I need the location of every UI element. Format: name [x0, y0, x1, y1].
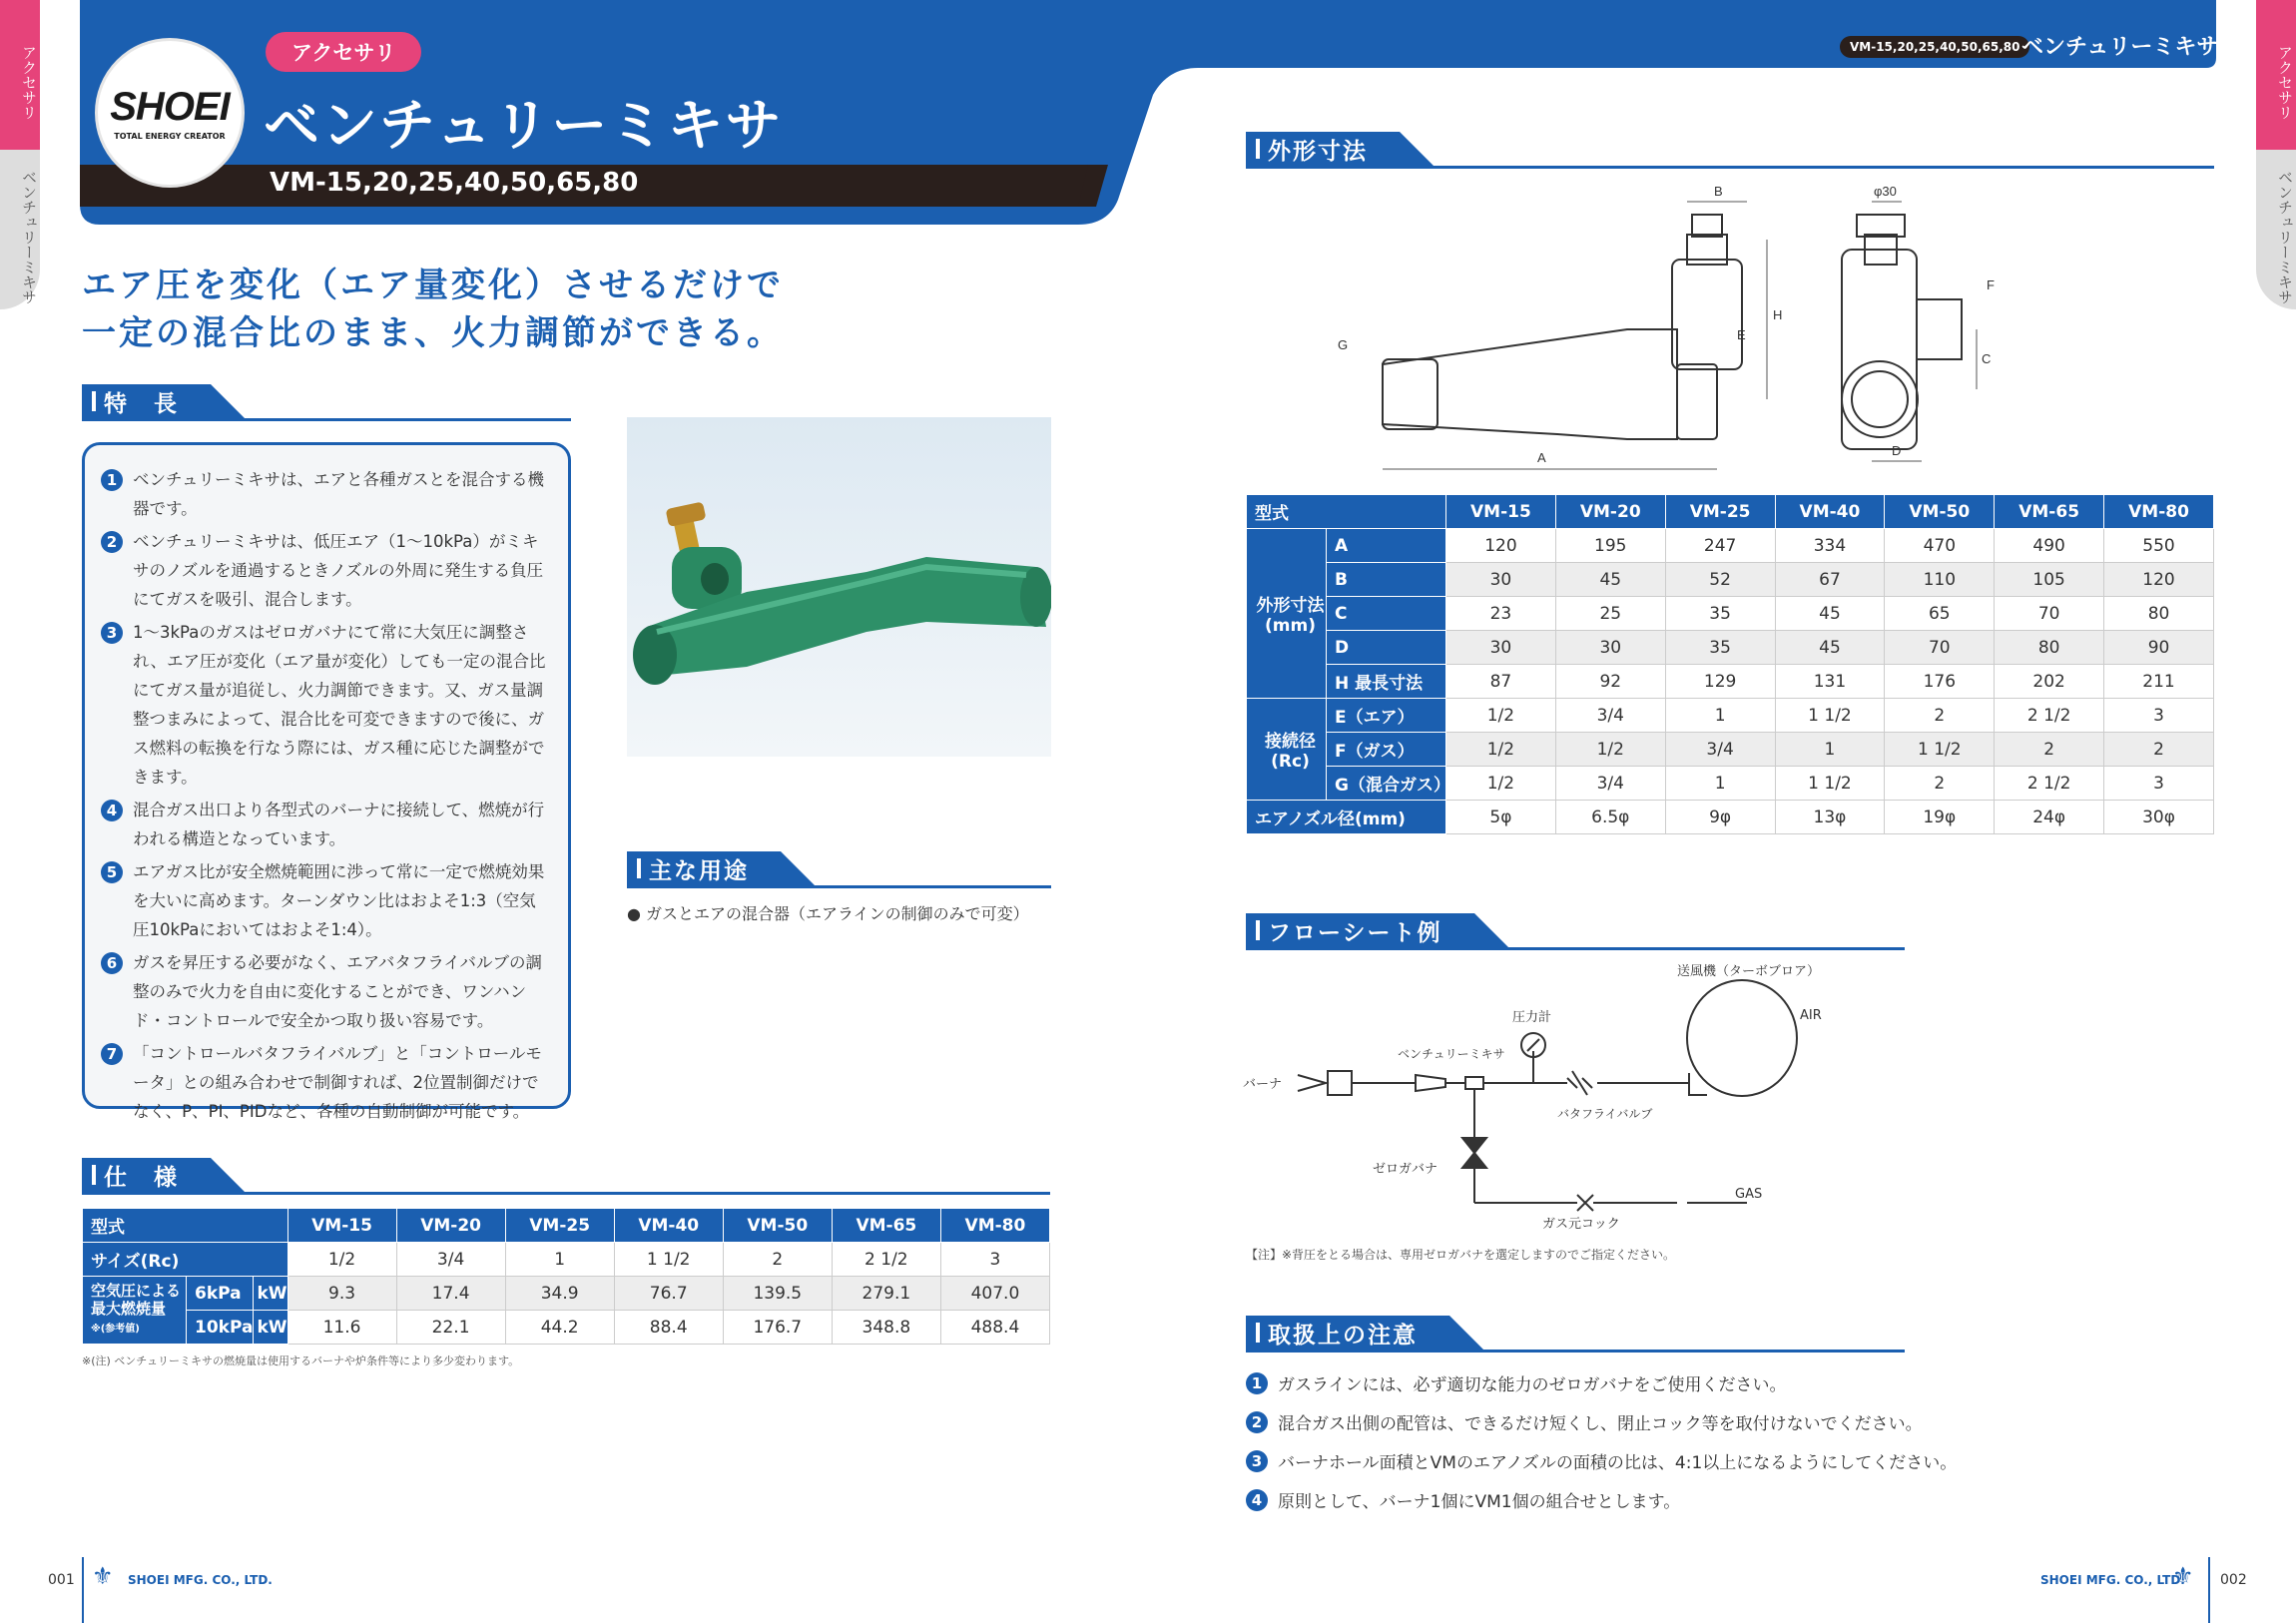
company-logo — [95, 38, 245, 188]
tagline — [82, 262, 784, 357]
feature-item — [101, 1039, 552, 1126]
spec-table: 型式 VM-15 VM-20 VM-25 VM-40 VM-50 VM-65 VM-80 サイズ(Rc) 1/2 3/4 1 1 1/2 2 2 1/2 3 空気圧による最大燃焼量 ※(参考値) 6kPa kW 9.3 17.4 34.9 76.7 139.5 279.1 407.0 10kPa kW 11.6 22.1 44.2 88.4 176.7 348.8 488.4 — [82, 1208, 1050, 1345]
tagline-line2: 一定の混合比のまま、火力調節ができる。 — [82, 313, 784, 353]
caution-text: 原則として、バーナ1個にVM1個の組合せとします。 — [1278, 1492, 1681, 1512]
right-model-badge: VM-15,20,25,40,50,65,80 — [1840, 36, 2029, 58]
dims-row: B 30 45 52 67 110 105 120 — [1247, 563, 2214, 597]
feature-text: ベンチュリーミキサは、エアと各種ガスとを混合する機器です。 — [133, 470, 545, 518]
side-tab-right-category: アクセサリ — [2256, 0, 2296, 150]
dims-row: H 最長寸法 87 92 129 131 176 202 211 — [1247, 665, 2214, 699]
dim-label-h: H — [1773, 307, 1783, 322]
dim-label-d: D — [1892, 443, 1902, 458]
dims-row: C 23 25 35 45 65 70 80 — [1247, 597, 2214, 631]
caution-text: バーナホール面積とVMのエアノズルの面積の比は、4:1以上になるようにしてください。 — [1278, 1453, 1958, 1473]
dim-label-c: C — [1982, 351, 1992, 366]
uses-heading: 主な用途 — [627, 851, 1051, 885]
spec-heading: 仕 様 — [82, 1158, 1050, 1192]
features-heading: 特 長 — [82, 384, 571, 418]
feature-text: ガスを昇圧する必要がなく、エアバタフライバルブの調整のみで火力を自由に変化することができ、ワンハンド・コントロールで安全かつ取り扱い容易です。 — [133, 953, 543, 1030]
caution-number: 1 — [1246, 1372, 1268, 1394]
caution-text: 混合ガス出側の配管は、できるだけ短くし、閉止コック等を取付けないでください。 — [1278, 1414, 1923, 1434]
feature-item — [101, 796, 552, 853]
caution-number: 3 — [1246, 1450, 1268, 1472]
dims-row: G（混合ガス） 1/2 3/4 1 1 1/2 2 2 1/2 3 — [1247, 767, 2214, 801]
venturi-mixer-image — [627, 417, 1051, 757]
dim-label-a: A — [1537, 450, 1546, 465]
footer-rule-left — [82, 1557, 84, 1623]
dims-row: D 30 30 35 45 70 80 90 — [1247, 631, 2214, 665]
flow-sheet-diagram — [1238, 963, 1877, 1233]
caution-item — [1246, 1409, 2044, 1434]
flow-gas-label: GAS — [1735, 1187, 1763, 1202]
flow-mixer-label: ベンチュリーミキサ — [1398, 1047, 1505, 1061]
feature-item — [101, 948, 552, 1035]
footer-page-right: 002 — [2220, 1572, 2247, 1588]
caution-heading: 取扱上の注意 — [1246, 1316, 1905, 1350]
flow-heading: フローシート例 — [1246, 913, 1905, 947]
flow-gauge-label: 圧力計 — [1512, 1010, 1552, 1025]
feature-item — [101, 857, 552, 944]
footer-page-left: 001 — [48, 1572, 75, 1588]
footer-company-left: SHOEI MFG. CO., LTD. — [128, 1573, 273, 1587]
feature-text: 「コントロールバタフライバルブ」と「コントロールモータ」との組み合わせで制御すれば、2位置制御だけでなく、P、PI、PIDなど、各種の自動制御が可能です。 — [133, 1044, 542, 1121]
flow-burner-label: バーナ — [1243, 1077, 1283, 1092]
feature-text: 1〜3kPaのガスはゼロガバナにて常に大気圧に調整され、エア圧が変化（エア量が変化）しても一定の混合比にてガス量が追従し、火力調節できます。又、ガス量調整つまみによって、混合比を可変できますので後に、ガス燃料の転換を行なう際には、ガス種に応じた調整ができます。 — [133, 623, 546, 787]
caution-text: ガスラインには、必ず適切な能力のゼロガバナをご使用ください。 — [1278, 1375, 1787, 1395]
dim-label-phi30: φ30 — [1874, 184, 1897, 199]
dims-row: 外形寸法 (mm) A 120 195 247 334 470 490 550 — [1247, 529, 2214, 563]
product-photo — [627, 417, 1051, 757]
feature-text: エアガス比が安全燃焼範囲に渉って常に一定で燃焼効果を大いに高めます。ターンダウン比はおよそ1:3（空気圧10kPaにおいてはおよそ1:4）。 — [133, 862, 545, 939]
spec-size-label: サイズ(Rc) — [83, 1243, 288, 1277]
caution-item — [1246, 1448, 2044, 1473]
dim-label-e: E — [1737, 327, 1746, 342]
caution-number: 2 — [1246, 1411, 1268, 1433]
feature-number: 7 — [101, 1043, 123, 1065]
dims-heading: 外形寸法 — [1246, 132, 2214, 166]
right-page-title: ベンチュリーミキサ — [2021, 35, 2219, 60]
caution-list — [1246, 1370, 2044, 1526]
footer-logo-icon-right: ⚜ — [2172, 1562, 2194, 1590]
logo-tagline: TOTAL ENERGY CREATOR — [114, 132, 226, 141]
side-tab-left-product: ベンチュリーミキサ — [0, 150, 40, 309]
dims-table: 型式 VM-15 VM-20 VM-25 VM-40 VM-50 VM-65 VM-80 外形寸法 (mm) A 120 195 247 334 470 490 550 B 30 45 52 67 110 105 120 C 23 25 35 45 65 70 80 D 30 30 35 45 70 80 90 H 最長寸法 87 92 129 131 176 202 211 接続径 (Rc) E（エア） 1/2 3/4 1 1 1/2 2 2 1/2 3 F（ガス） 1/2 1/2 3/4 1 1 1/2 2 2 G（混合ガス） 1/2 3/4 1 1 1/2 2 2 1/2 3 エアノズル径(mm) 5φ 6.5φ 9φ 13φ 19φ 24φ 30φ — [1246, 494, 2214, 834]
dims-row: 接続径 (Rc) E（エア） 1/2 3/4 1 1 1/2 2 2 1/2 3 — [1247, 699, 2214, 733]
features-box — [82, 442, 571, 1121]
footer-logo-icon-left: ⚜ — [92, 1562, 114, 1590]
dims-row: F（ガス） 1/2 1/2 3/4 1 1 1/2 2 2 — [1247, 733, 2214, 767]
flow-note: 【注】※背圧をとる場合は、専用ゼロガバナを選定しますのでご指定ください。 — [1246, 1248, 1676, 1262]
category-badge: アクセサリ — [266, 32, 421, 72]
feature-number: 5 — [101, 861, 123, 883]
dim-label-b: B — [1714, 184, 1723, 199]
feature-number: 1 — [101, 469, 123, 491]
dim-label-g: G — [1338, 337, 1349, 352]
side-tab-left-category: アクセサリ — [0, 0, 40, 150]
spec-footnote: ※(注) ベンチュリーミキサの燃焼量は使用するバーナや炉条件等により多少変わります。 — [82, 1354, 520, 1367]
feature-number: 4 — [101, 800, 123, 821]
model-range: VM-15,20,25,40,50,65,80 — [270, 168, 639, 198]
dim-label-f: F — [1987, 277, 1995, 292]
feature-number: 6 — [101, 952, 123, 974]
flow-cock-label: ガス元コック — [1542, 1217, 1620, 1232]
caution-item — [1246, 1370, 2044, 1395]
footer-rule-right — [2208, 1557, 2210, 1623]
page-title: ベンチュリーミキサ — [264, 94, 784, 159]
feature-item — [101, 527, 552, 614]
feature-number: 2 — [101, 531, 123, 553]
logo-wordmark: SHOEI — [110, 85, 230, 129]
spec-model-header: 型式 — [83, 1209, 288, 1243]
feature-text: ベンチュリーミキサは、低圧エア（1〜10kPa）がミキサのノズルを通過するときノズルの外周に発生する負圧にてガスを吸引、混合します。 — [133, 532, 544, 609]
flow-governor-label: ゼロガバナ — [1373, 1162, 1438, 1177]
flow-butterfly-label: バタフライバルブ — [1557, 1107, 1653, 1121]
feature-item — [101, 465, 552, 523]
caution-item — [1246, 1487, 2044, 1512]
flow-blower-label: 送風機（ターボブロア） — [1677, 964, 1821, 979]
feature-number: 3 — [101, 622, 123, 644]
feature-item — [101, 618, 552, 792]
feature-text: 混合ガス出口より各型式のバーナに接続して、燃焼が行われる構造となっています。 — [133, 801, 545, 848]
dims-row-nozzle: エアノズル径(mm) 5φ 6.5φ 9φ 13φ 19φ 24φ 30φ — [1247, 801, 2214, 834]
uses-item: ● ガスとエアの混合器（エアラインの制御のみで可変） — [627, 904, 1029, 923]
dimension-drawing — [1328, 180, 2126, 479]
side-tab-right-product: ベンチュリーミキサ — [2256, 150, 2296, 309]
flow-air-label: AIR — [1800, 1008, 1822, 1023]
tagline-line1: エア圧を変化（エア量変化）させるだけで — [82, 266, 784, 305]
caution-number: 4 — [1246, 1489, 1268, 1511]
footer-company-right: SHOEI MFG. CO., LTD. — [2040, 1573, 2185, 1587]
